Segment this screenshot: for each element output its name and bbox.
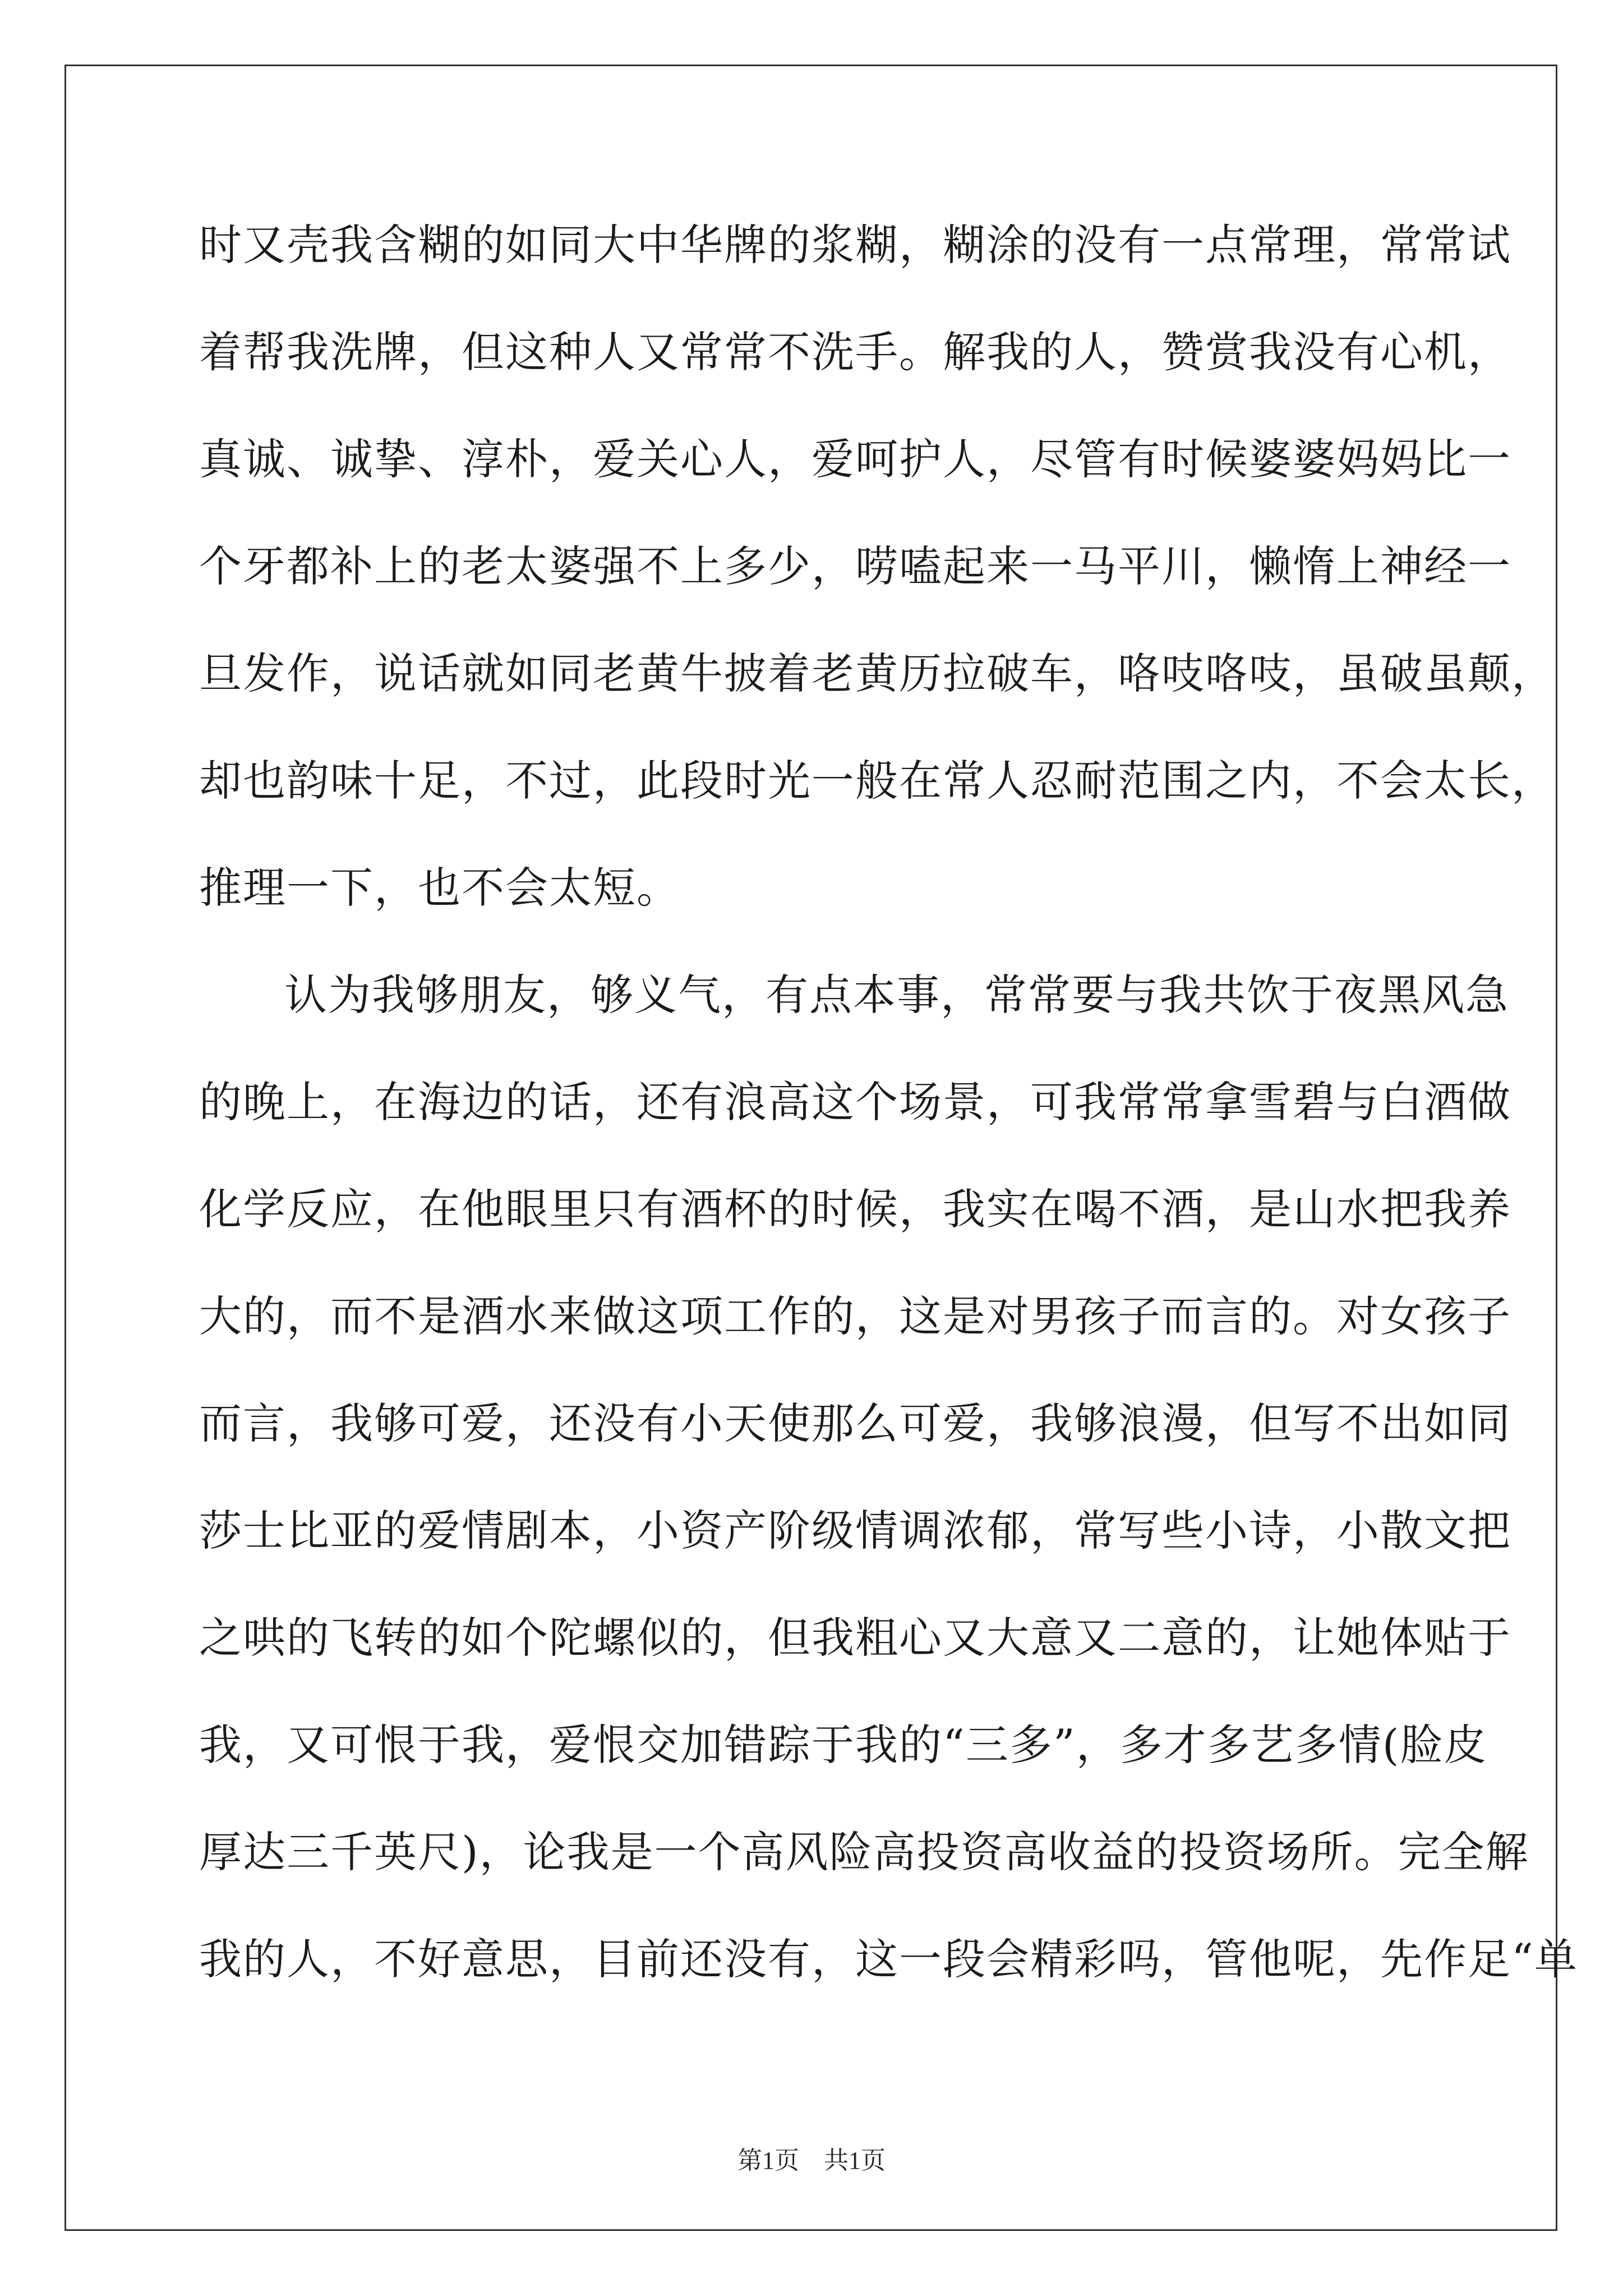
text-line: 厚达三千英尺)，论我是一个高风险高投资高收益的投资场所。完全解 — [199, 1827, 1529, 1877]
text-line: 而言，我够可爱，还没有小天使那么可爱，我够浪漫，但写不出如同 — [199, 1398, 1511, 1448]
text-line: 我的人，不好意思，目前还没有，这一段会精彩吗，管他呢，先作足“单 — [199, 1934, 1578, 1984]
text-line: 时又壳我含糊的如同大中华牌的浆糊，糊涂的没有一点常理，常常试 — [199, 220, 1511, 270]
text-line: 大的，而不是酒水来做这项工作的，这是对男孩子而言的。对女孩子 — [199, 1291, 1511, 1341]
paragraph-start-line: 认为我够朋友，够义气，有点本事，常常要与我共饮于夜黑风急 — [284, 970, 1509, 1020]
text-line: 我，又可恨于我，爱恨交加错踪于我的“三多”，多才多艺多情(脸皮 — [199, 1720, 1488, 1770]
text-line: 却也韵味十足，不过，此段时光一般在常人忍耐范围之内，不会太长， — [199, 756, 1555, 806]
text-line: 推理一下，也不会太短。 — [199, 863, 680, 913]
text-line: 个牙都补上的老太婆强不上多少，唠嗑起来一马平川，懒惰上神经一 — [199, 541, 1511, 591]
text-line: 旦发作，说话就如同老黄牛披着老黄历拉破车，咯吱咯吱，虽破虽颠， — [199, 648, 1555, 698]
text-line: 莎士比亚的爱情剧本，小资产阶级情调浓郁，常写些小诗，小散文把 — [199, 1506, 1511, 1556]
text-line: 的晚上，在海边的话，还有浪高这个场景，可我常常拿雪碧与白酒做 — [199, 1077, 1511, 1127]
text-line: 着帮我洗牌，但这种人又常常不洗手。解我的人，赞赏我没有心机， — [199, 327, 1511, 377]
page-number-footer: 第1页 共1页 — [737, 2147, 886, 2174]
text-line: 真诚、诚挚、淳朴，爱关心人，爱呵护人，尽管有时候婆婆妈妈比一 — [199, 434, 1511, 484]
text-line: 之哄的飞转的如个陀螺似的，但我粗心又大意又二意的，让她体贴于 — [199, 1613, 1511, 1663]
document-body — [199, 214, 1578, 2036]
text-line: 化学反应，在他眼里只有酒杯的时候，我实在喝不酒，是山水把我养 — [199, 1184, 1511, 1234]
